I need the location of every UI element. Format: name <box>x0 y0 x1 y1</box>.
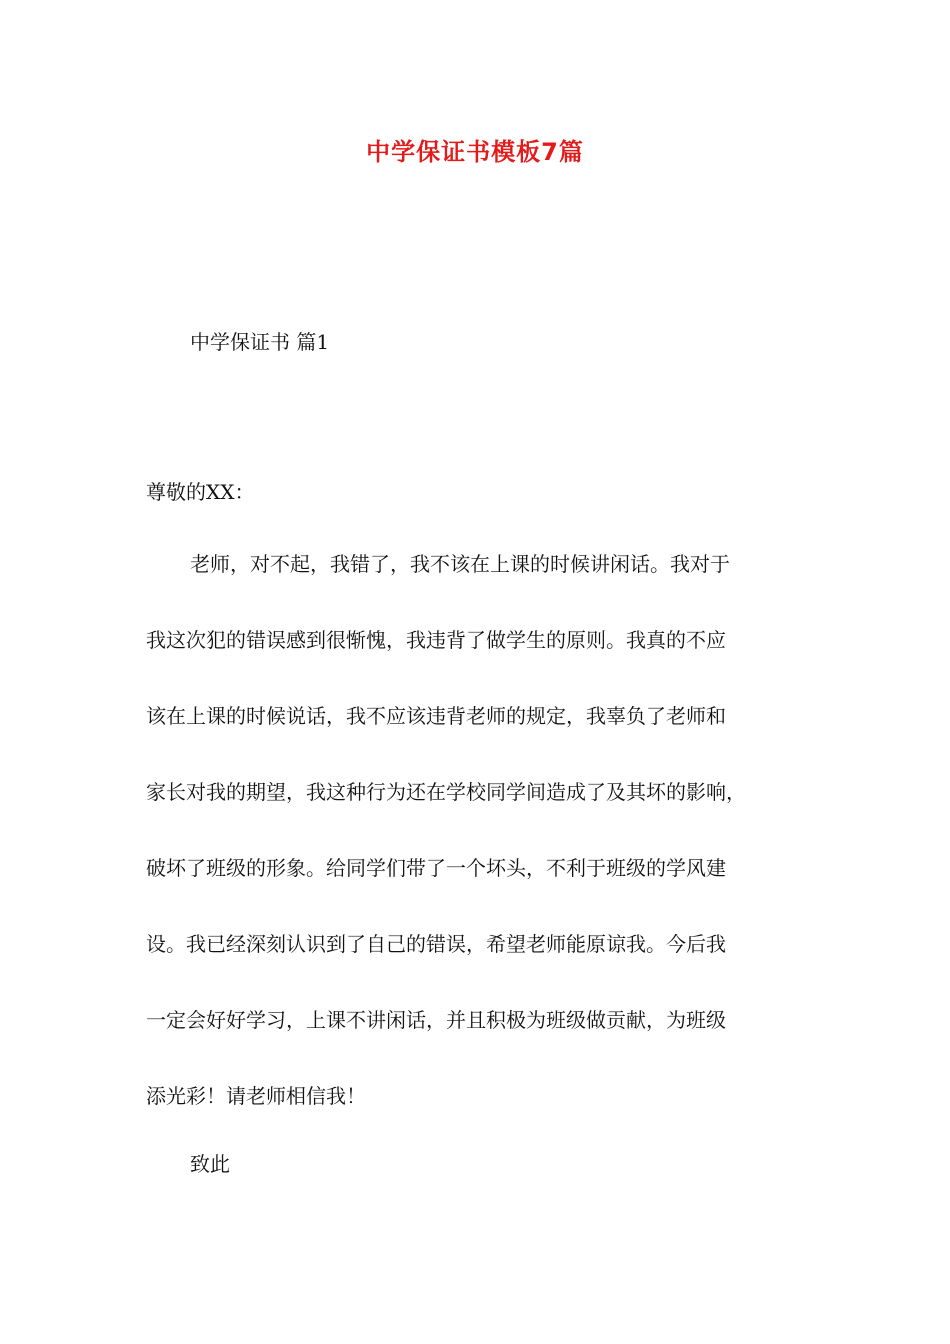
letter-body <box>146 546 836 1154</box>
body-line: 一定会好好学习，上课不讲闲话，并且积极为班级做贡献，为班级 <box>146 1008 726 1032</box>
closing-text: 致此 <box>190 1152 230 1176</box>
section-title: 中学保证书 篇1 <box>190 330 330 354</box>
body-line: 该在上课的时候说话，我不应该违背老师的规定，我辜负了老师和 <box>146 704 726 728</box>
body-line: 添光彩！请老师相信我！ <box>146 1084 366 1108</box>
salutation: 尊敬的XX： <box>146 480 255 504</box>
body-line: 老师，对不起，我错了，我不该在上课的时候讲闲话。我对于 <box>190 552 730 576</box>
body-line: 破坏了班级的形象。给同学们带了一个坏头，不利于班级的学风建 <box>146 856 726 880</box>
body-line: 我这次犯的错误感到很惭愧，我违背了做学生的原则。我真的不应 <box>146 628 726 652</box>
body-line: 家长对我的期望，我这种行为还在学校同学间造成了及其坏的影响， <box>146 780 746 804</box>
body-line: 设。我已经深刻认识到了自己的错误，希望老师能原谅我。今后我 <box>146 932 726 956</box>
document-title: 中学保证书模板7篇 <box>366 138 584 166</box>
